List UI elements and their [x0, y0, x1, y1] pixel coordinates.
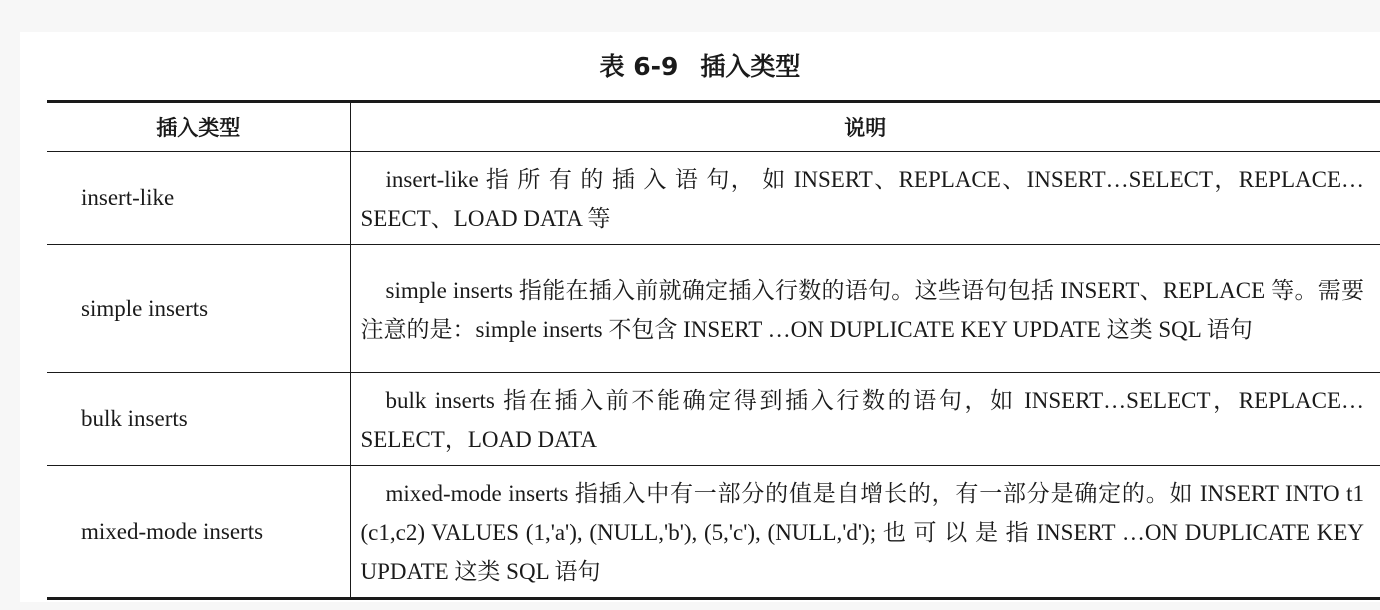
- insert-type-cell: simple inserts: [47, 245, 350, 373]
- insert-type-cell: insert-like: [47, 152, 350, 245]
- table-row: [47, 245, 1380, 373]
- description-cell: mixed-mode inserts 指插入中有一部分的值是自增长的，有一部分是确定的。如 INSERT INTO t1 (c1,c2) VALUES (1,'a'), (NULL,'b'), (5,'c'), (NULL,'d'); 也 可 以 是 指 INSERT …ON DUPLICATE KEY UPDATE 这类 SQL 语句: [350, 466, 1380, 599]
- table-header-row: [47, 102, 1380, 152]
- table-row: [47, 152, 1380, 245]
- table-row: [47, 373, 1380, 466]
- table-row: [47, 466, 1380, 599]
- description-cell: insert-like 指 所 有 的 插 入 语 句， 如 INSERT、REPLACE、INSERT…SELECT，REPLACE…SEECT、LOAD DATA 等: [350, 152, 1380, 245]
- table-caption: [20, 50, 1380, 84]
- insert-type-cell: mixed-mode inserts: [47, 466, 350, 599]
- document-page: [20, 32, 1380, 602]
- column-header-type: 插入类型: [47, 102, 350, 152]
- column-header-description: 说明: [350, 102, 1380, 152]
- insert-types-table: [47, 100, 1380, 600]
- table-number: 表 6-9: [599, 52, 679, 81]
- insert-type-cell: bulk inserts: [47, 373, 350, 466]
- description-cell: simple inserts 指能在插入前就确定插入行数的语句。这些语句包括 INSERT、REPLACE 等。需要注意的是：simple inserts 不包含 INSERT …ON DUPLICATE KEY UPDATE 这类 SQL 语句: [350, 245, 1380, 373]
- table-title: 插入类型: [700, 52, 801, 81]
- description-cell: bulk inserts 指在插入前不能确定得到插入行数的语句，如 INSERT…SELECT，REPLACE…SELECT，LOAD DATA: [350, 373, 1380, 466]
